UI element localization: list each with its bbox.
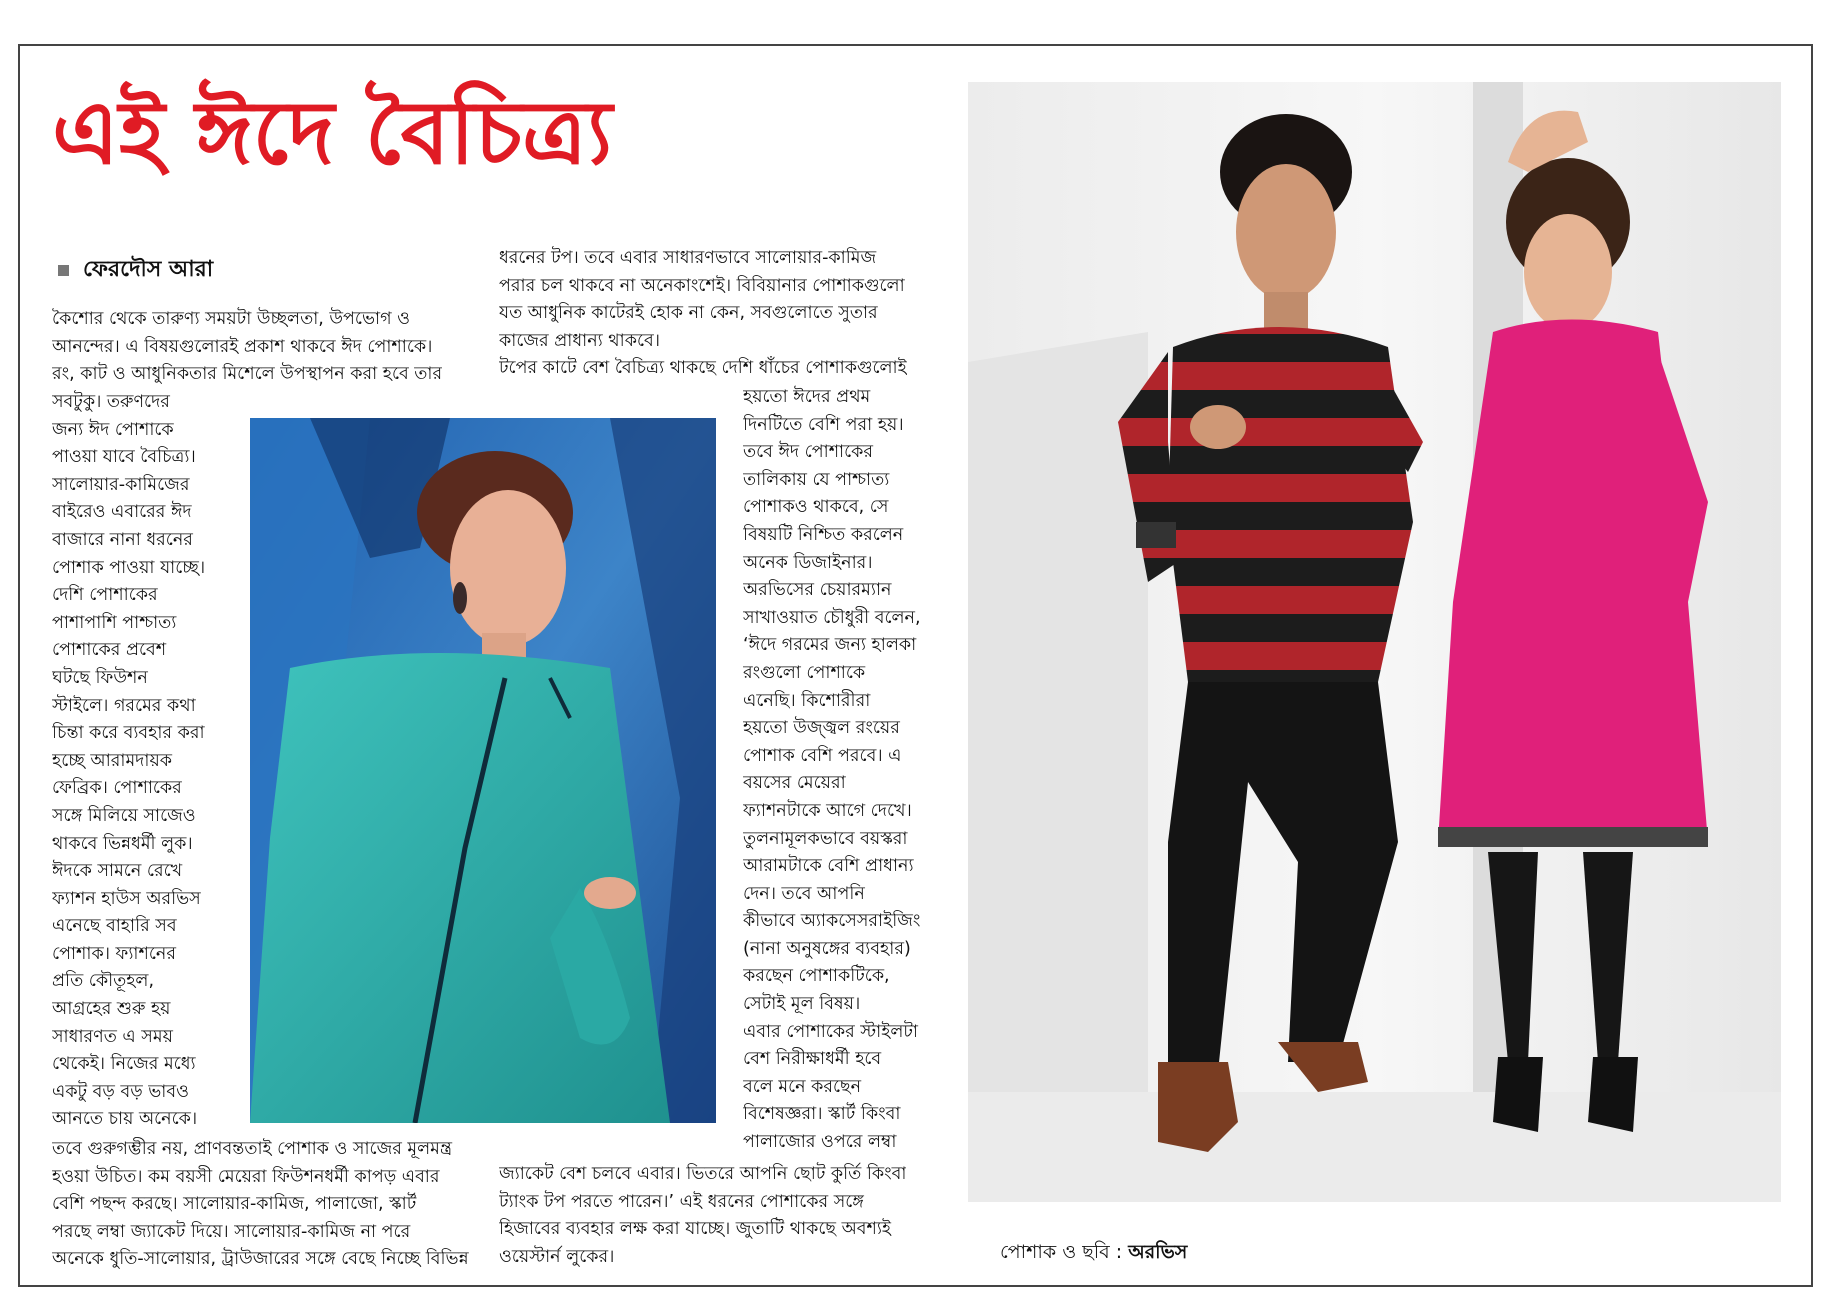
text-line: কাজের প্রাধান্য থাকবে। [499, 330, 660, 351]
text-line: ধরনের টপ। তবে এবার সাধারণভাবে সালোয়ার-কামিজ [499, 248, 877, 268]
text-line: পোশাক বেশি পরবে। এ [743, 745, 902, 766]
text-line: প্রতি কৌতূহল, [52, 971, 155, 992]
text-line: আগ্রহের শুরু হয় [52, 999, 171, 1020]
caption-credit: অরভিস [1128, 1241, 1188, 1263]
text-line: আরামটাকে বেশি প্রাধান্য [743, 856, 914, 877]
text-line: পাওয়া যাবে বৈচিত্র্য। [52, 447, 196, 468]
text-line: তুলনামূলকভাবে বয়স্করা [743, 828, 908, 849]
text-line: হয়তো ঈদের প্রথম [743, 387, 871, 407]
text-line: দিনটিতে বেশি পরা হয়। [743, 414, 904, 435]
text-line: সালোয়ার-কামিজের [52, 474, 190, 495]
byline-author: ফেরদৌস আরা [83, 257, 214, 282]
text-line: কীভাবে অ্যাকসেসরাইজিং [743, 911, 921, 932]
text-line: রং, কাট ও আধুনিকতার মিশেলে উপস্থাপন করা হবে তার [52, 364, 443, 385]
text-line: পোশাক। ফ্যাশনের [52, 943, 176, 964]
text-line: সাখাওয়াত চৌধুরী বলেন, [743, 607, 921, 628]
text-line: স্টাইলে। গরমের কথা [52, 695, 196, 716]
text-line: সবটুকু। তরুণদের [52, 392, 170, 412]
text-line: হয়তো উজ্জ্বল রংয়ের [743, 718, 900, 739]
teal-dress-photo [250, 418, 716, 1123]
column1-narrow-text [52, 389, 205, 1134]
text-line: তালিকায় যে পাশ্চাত্য [743, 469, 890, 490]
column2-bottom-text [499, 1161, 906, 1271]
text-line: ফেব্রিক। পোশাকের [52, 778, 182, 799]
text-line: তবে ঈদ পোশাকের [743, 442, 874, 463]
text-line: চিন্তা করে ব্যবহার করা [52, 723, 205, 744]
byline [58, 252, 213, 289]
text-line: (নানা অনুষঙ্গের ব্যবহার) [743, 938, 911, 959]
text-line: পোশাক পাওয়া যাচ্ছে। [52, 557, 206, 578]
text-line: পরার চল থাকবে না অনেকাংশেই। বিবিয়ানার পোশাকগুলো [499, 275, 905, 296]
text-line: পাশাপাশি পাশ্চাত্য [52, 612, 177, 633]
text-line: সেটাই মূল বিষয়। [743, 994, 861, 1015]
text-line: পালাজোর ওপরে লম্বা [743, 1132, 897, 1153]
text-line: হচ্ছে আরামদায়ক [52, 750, 173, 771]
text-line: করছেন পোশাকটিকে, [743, 966, 890, 987]
text-line: জ্যাকেট বেশ চলবে এবার। ভিতরে আপনি ছোট কুর্তি কিংবা [499, 1164, 907, 1184]
text-line: পোশাকের প্রবেশ [52, 640, 167, 661]
column2-top-text [499, 245, 907, 383]
headline: এই ঈদে বৈচিত্র্য [52, 80, 613, 184]
text-line: হওয়া উচিত। কম বয়সী মেয়েরা ফিউশনধর্মী কাপড় এবার [52, 1166, 440, 1187]
text-line: বলে মনে করছেন [743, 1076, 862, 1097]
text-line: যত আধুনিক কাটেরই হোক না কেন, সবগুলোতে সুতার [499, 303, 878, 324]
text-line: সঙ্গে মিলিয়ে সাজেও [52, 805, 196, 826]
caption-label: পোশাক ও ছবি : [1000, 1241, 1129, 1263]
text-line: থাকবে ভিন্নধর্মী লুক। [52, 833, 193, 854]
text-line: ট্যাংক টপ পরতে পারেন।’ এই ধরনের পোশাকের সঙ্গে [499, 1191, 864, 1212]
text-line: আনতে চায় অনেকে। [52, 1109, 198, 1130]
text-line: পোশাকও থাকবে, সে [743, 497, 889, 518]
text-line: কৈশোর থেকে তারুণ্য সময়টা উচ্ছলতা, উপভোগ ও [52, 309, 410, 329]
text-line: টপের কাটে বেশ বৈচিত্র্য থাকছে দেশি ধাঁচের পোশাকগুলোই [499, 358, 907, 379]
text-line: ফ্যাশন হাউস অরভিস [52, 888, 201, 909]
text-line: জন্য ঈদ পোশাকে [52, 419, 174, 440]
text-line: অরভিসের চেয়ারম্যান [743, 580, 892, 601]
byline-bullet-icon [58, 265, 69, 276]
text-line: হিজাবের ব্যবহার লক্ষ করা যাচ্ছে। জুতাটি থাকছে অবশ্যই [499, 1219, 892, 1240]
text-line: অনেক ডিজাইনার। [743, 552, 873, 573]
text-line: বিশেষজ্ঞরা। স্কার্ট কিংবা [743, 1104, 901, 1125]
text-line: ফ্যাশনটাকে আগে দেখে। [743, 800, 912, 821]
text-line: একটু বড় বড় ভাবও [52, 1081, 189, 1102]
text-line: ‘ঈদে গরমের জন্য হালকা [743, 635, 917, 656]
text-line: ঈদকে সামনে রেখে [52, 861, 183, 882]
column1-top-text [52, 306, 442, 389]
text-line: বাইরেও এবারের ঈদ [52, 502, 192, 523]
text-line: সাধারণত এ সময় [52, 1026, 173, 1047]
text-line: রংগুলো পোশাকে [743, 662, 866, 683]
text-line: দেশি পোশাকের [52, 585, 158, 606]
photo-caption [1000, 1238, 1187, 1270]
column1-bottom-text [52, 1136, 469, 1274]
text-line: দেন। তবে আপনি [743, 883, 865, 904]
text-line: পরছে লম্বা জ্যাকেট দিয়ে। সালোয়ার-কামিজ না পরে [52, 1221, 411, 1242]
text-line: বেশ নিরীক্ষাধর্মী হবে [743, 1049, 882, 1070]
text-line: থেকেই। নিজের মধ্যে [52, 1054, 196, 1075]
text-line: বয়সের মেয়েরা [743, 773, 846, 794]
text-line: ওয়েস্টার্ন লুকের। [499, 1246, 615, 1267]
text-line: এনেছি। কিশোরীরা [743, 690, 871, 711]
text-line: বাজারে নানা ধরনের [52, 529, 193, 550]
text-line: ঘটছে ফিউশন [52, 667, 148, 688]
text-line: এনেছে বাহারি সব [52, 916, 177, 937]
text-line: বেশি পছন্দ করছে। সালোয়ার-কামিজ, পালাজো, স্কার্ট [52, 1194, 417, 1215]
text-line: এবার পোশাকের স্টাইলটা [743, 1021, 918, 1042]
text-line: বিষয়টি নিশ্চিত করলেন [743, 524, 904, 545]
text-line: অনেকে ধুতি-সালোয়ার, ট্রাউজারের সঙ্গে বেছে নিচ্ছে বিভিন্ন [52, 1249, 469, 1270]
text-line: আনন্দের। এ বিষয়গুলোরই প্রকাশ থাকবে ঈদ পোশাকে। [52, 336, 433, 357]
column2-narrow-text [743, 384, 921, 1157]
couple-photo [968, 82, 1781, 1202]
text-line: তবে গুরুগম্ভীর নয়, প্রাণবন্ততাই পোশাক ও সাজের মূলমন্ত্র [52, 1139, 453, 1159]
